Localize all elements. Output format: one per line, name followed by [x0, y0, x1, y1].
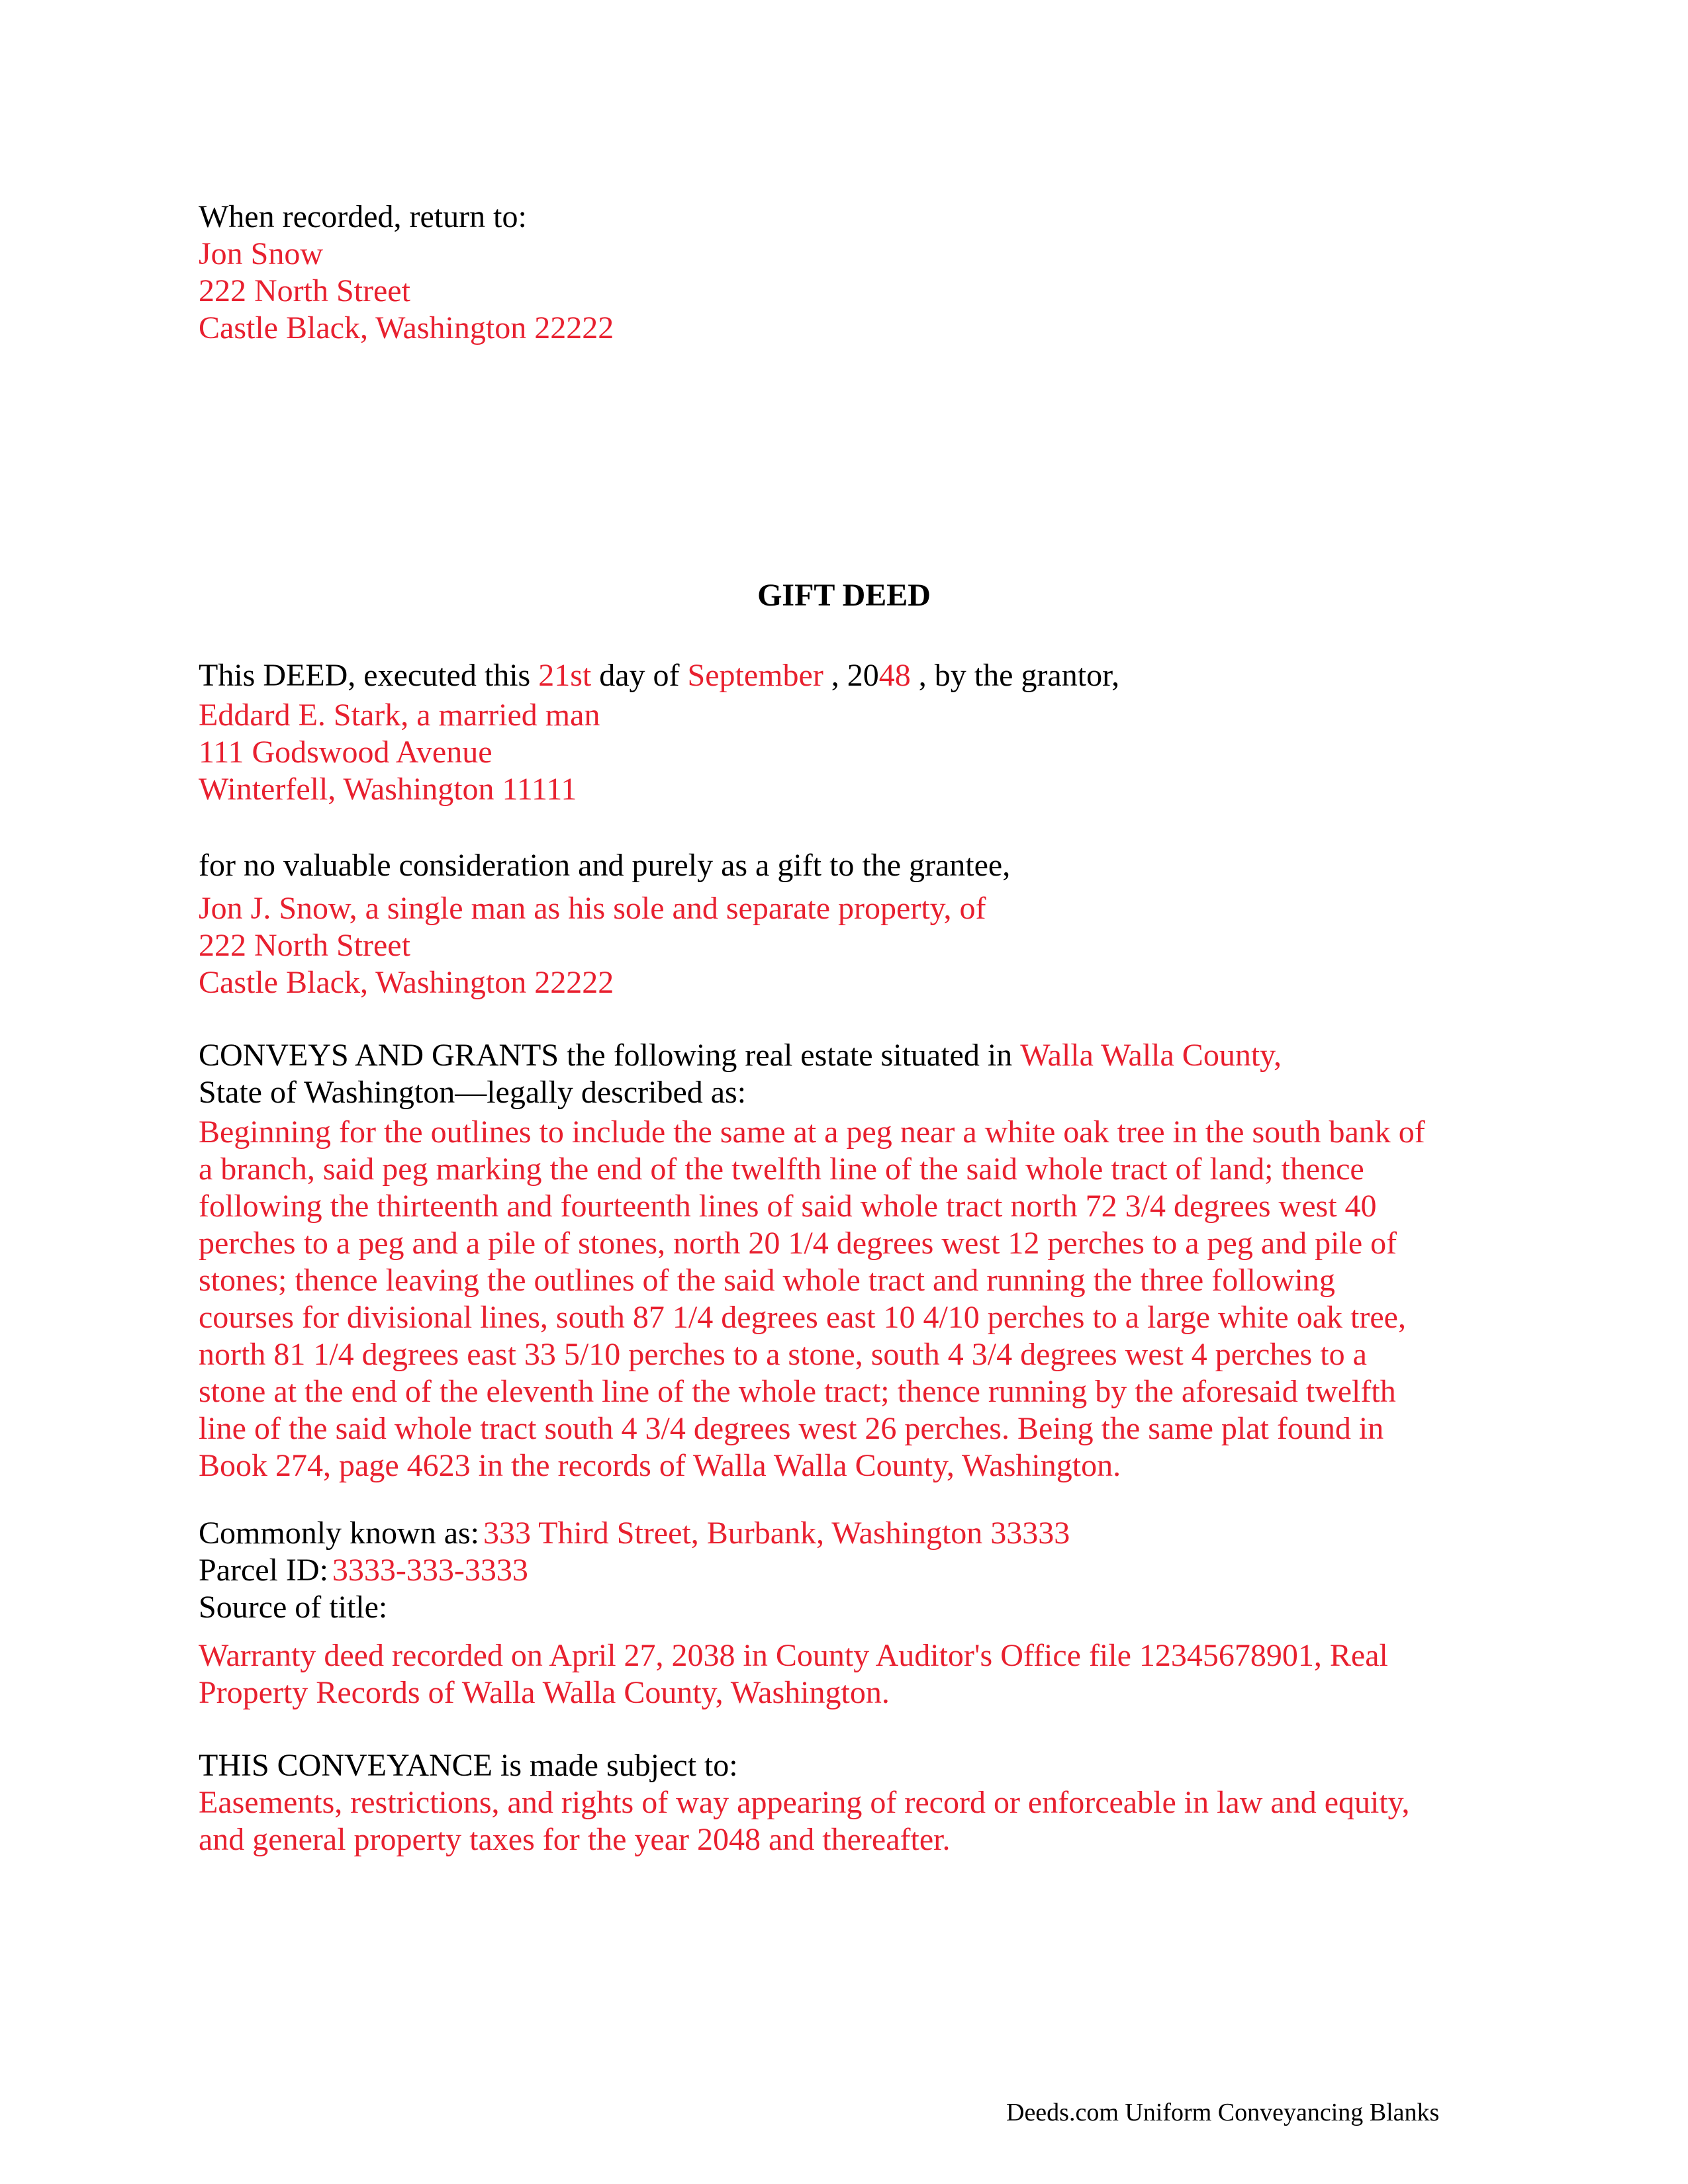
consideration-text: for no valuable consideration and purely as a gift to the grantee, [199, 848, 1011, 883]
execution-day: 21st [538, 658, 592, 693]
legal-description-line: following the thirteenth and fourteenth lines of said whole tract north 72 3/4 degrees west 40 [199, 1189, 1377, 1224]
legal-description-line: courses for divisional lines, south 87 1/4 degrees east 10 4/10 perches to a large white oak tree, [199, 1300, 1406, 1335]
return-to-heading: When recorded, return to: [199, 199, 527, 234]
return-to-name: Jon Snow [199, 236, 324, 271]
legal-description-line: Book 274, page 4623 in the records of Walla Walla County, Washington. [199, 1448, 1121, 1483]
known-as-line [199, 1515, 1070, 1552]
subject-to-line: Easements, restrictions, and rights of way appearing of record or enforceable in law and equity, [199, 1785, 1410, 1820]
footer-text: Deeds.com Uniform Conveyancing Blanks [1006, 2099, 1440, 2126]
execution-year-prefix: , 20 [831, 658, 879, 693]
grantee-name: Jon J. Snow, a single man as his sole and separate property, of [199, 891, 986, 926]
grantor-block [199, 697, 600, 808]
grantor-city: Winterfell, Washington 11111 [199, 772, 577, 807]
parcel-id-value: 3333-333-3333 [332, 1553, 528, 1588]
legal-description-line: stone at the end of the eleventh line of the whole tract; thence running by the aforesaid twelfth [199, 1374, 1396, 1409]
page-title: GIFT DEED [757, 578, 931, 613]
subject-to-line: and general property taxes for the year 2048 and thereafter. [199, 1822, 951, 1857]
known-as-label: Commonly known as: [199, 1516, 480, 1551]
source-of-title-line: Warranty deed recorded on April 27, 2038 in County Auditor's Office file 12345678901, Real [199, 1638, 1388, 1673]
legal-description-line: perches to a peg and a pile of stones, north 20 1/4 degrees west 12 perches to a peg and pile of [199, 1226, 1397, 1261]
legal-description-line: stones; thence leaving the outlines of the said whole tract and running the three following [199, 1263, 1335, 1298]
conveys-line-2: State of Washington—legally described as: [199, 1075, 747, 1110]
execution-suffix: , by the grantor, [918, 658, 1120, 693]
conveys-block [199, 1037, 1282, 1111]
return-to-street: 222 North Street [199, 273, 410, 308]
return-to-block [199, 199, 614, 347]
property-info-block [199, 1515, 1070, 1626]
grantee-street: 222 North Street [199, 928, 410, 963]
subject-to-heading: THIS CONVEYANCE is made subject to: [199, 1748, 738, 1783]
source-of-title-line: Property Records of Walla Walla County, Washington. [199, 1675, 890, 1710]
legal-description-line: north 81 1/4 degrees east 33 5/10 perches to a stone, south 4 3/4 degrees west 4 perches to a [199, 1337, 1367, 1372]
legal-description-line: Beginning for the outlines to include the same at a peg near a white oak tree in the south bank of [199, 1115, 1425, 1150]
source-of-title-label: Source of title: [199, 1590, 388, 1625]
parcel-id-label: Parcel ID: [199, 1553, 328, 1588]
parcel-id-line [199, 1552, 1070, 1589]
legal-description [199, 1114, 1496, 1484]
execution-day-of: day of [599, 658, 680, 693]
conveys-county: Walla Walla County, [1020, 1038, 1282, 1073]
grantor-street: 111 Godswood Avenue [199, 735, 492, 770]
conveys-prefix: CONVEYS AND GRANTS the following real estate situated in [199, 1038, 1013, 1073]
subject-to-block [199, 1747, 1496, 1858]
conveys-line-1 [199, 1037, 1282, 1074]
execution-month: September [687, 658, 823, 693]
grantee-city: Castle Black, Washington 22222 [199, 965, 614, 1000]
execution-year-suffix: 48 [878, 658, 911, 693]
execution-line [199, 657, 1119, 694]
known-as-value: 333 Third Street, Burbank, Washington 33333 [483, 1516, 1070, 1551]
legal-description-line: a branch, said peg marking the end of the twelfth line of the said whole tract of land; thence [199, 1152, 1364, 1187]
execution-prefix: This DEED, executed this [199, 658, 531, 693]
grantee-block [199, 890, 986, 1001]
return-to-city: Castle Black, Washington 22222 [199, 310, 614, 345]
grantor-name: Eddard E. Stark, a married man [199, 698, 600, 733]
source-of-title [199, 1637, 1496, 1711]
legal-description-line: line of the said whole tract south 4 3/4 degrees west 26 perches. Being the same plat found in [199, 1411, 1384, 1446]
